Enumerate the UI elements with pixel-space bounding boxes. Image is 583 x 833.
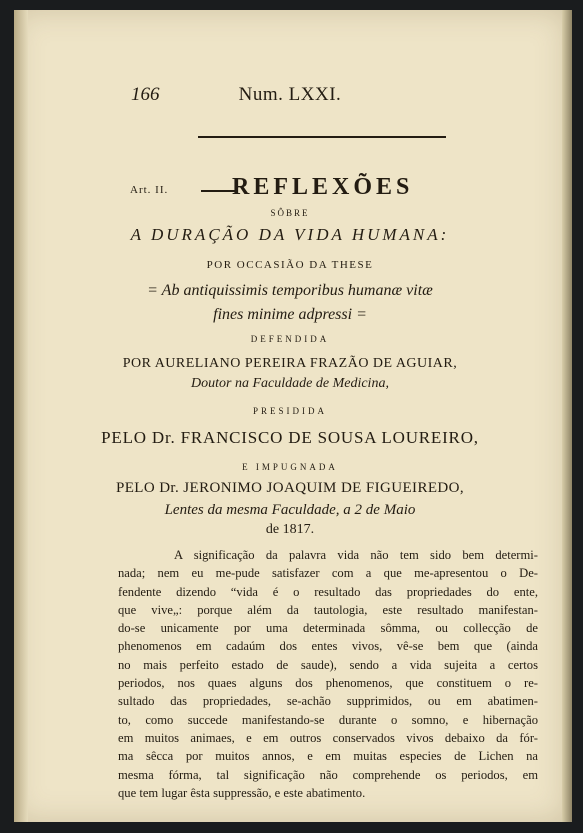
- defender-title: Doutor na Faculdade de Medicina,: [191, 376, 389, 391]
- thesis-date: de 1817.: [265, 522, 315, 537]
- body-line: sultado das propriedades, se-achão supprimidos, ou em abatimen-: [118, 694, 538, 709]
- article-subtitle: A DURAÇÃO DA VIDA HUMANA:: [130, 225, 450, 244]
- body-line: phenomenos em cadaúm dos entes vivos, vê-se bem que (ainda: [118, 639, 538, 654]
- body-paragraph: [118, 546, 538, 802]
- body-line: no mais perfeito estado de saude), sendo a vida sujeita a certos: [118, 657, 538, 672]
- body-line: que vive„: porque além da tautologia, este resultado manifestan-: [118, 602, 538, 617]
- book-page: [14, 10, 566, 822]
- body-line: que tem lugar êsta suppressão, e este abatimento.: [118, 785, 366, 800]
- impugnada-label: E IMPUGNADA: [242, 462, 338, 472]
- body-line: A significação da palavra vida não tem sido bem determi-: [174, 548, 538, 562]
- body-line: fendente dizendo “vida é o resultado das propriedades do ente,: [118, 584, 538, 599]
- latin-thesis-line-2: fines minime adpressi =: [213, 306, 367, 323]
- article-title: REFLEXÕES: [232, 174, 414, 200]
- body-line: em muitos animaes, e em outros conservados vivos debaixo da fór-: [118, 730, 538, 745]
- page-spine-shadow: [14, 10, 28, 822]
- body-line: nada; nem eu me-pude satisfazer com a que me-apresentou o De-: [118, 566, 538, 581]
- article-label: Art. II.: [130, 184, 169, 196]
- body-line: do-se unicamente por uma determinada sômma, ou collecção de: [118, 621, 538, 636]
- sobre-label: SÔBRE: [270, 208, 310, 218]
- running-head: Num. LXXI.: [238, 84, 342, 105]
- body-line: periodos, nos quaes alguns dos phenomenos, que constituem o re-: [118, 676, 538, 691]
- page-edge: [562, 10, 572, 822]
- body-line: mesma fórma, tal significação não comprehende os periodos, em: [118, 767, 538, 782]
- body-line: ma sêcca por muitos annos, e em muitas especies de Lichen na: [118, 749, 538, 764]
- page-number: 166: [131, 84, 160, 105]
- opponent-name: PELO Dr. JERONIMO JOAQUIM DE FIGUEIREDO,: [115, 480, 465, 496]
- lentes-line: Lentes da mesma Faculdade, a 2 de Maio: [164, 502, 416, 518]
- president-name: PELO Dr. FRANCISCO DE SOUSA LOUREIRO,: [101, 428, 479, 447]
- header-rule: [198, 136, 446, 138]
- occasion-line: POR OCCASIÃO DA THESE: [206, 259, 374, 271]
- latin-thesis-line-1: = Ab antiquissimis temporibus humanæ vitæ: [147, 282, 433, 299]
- defender-name: POR AURELIANO PEREIRA FRAZÃO DE AGUIAR,: [122, 356, 458, 371]
- presidida-label: PRESIDIDA: [252, 406, 327, 416]
- body-line: to, como succede manifestando-se durante o somno, e hibernação: [118, 712, 538, 727]
- defendida-label: DEFENDIDA: [250, 334, 330, 344]
